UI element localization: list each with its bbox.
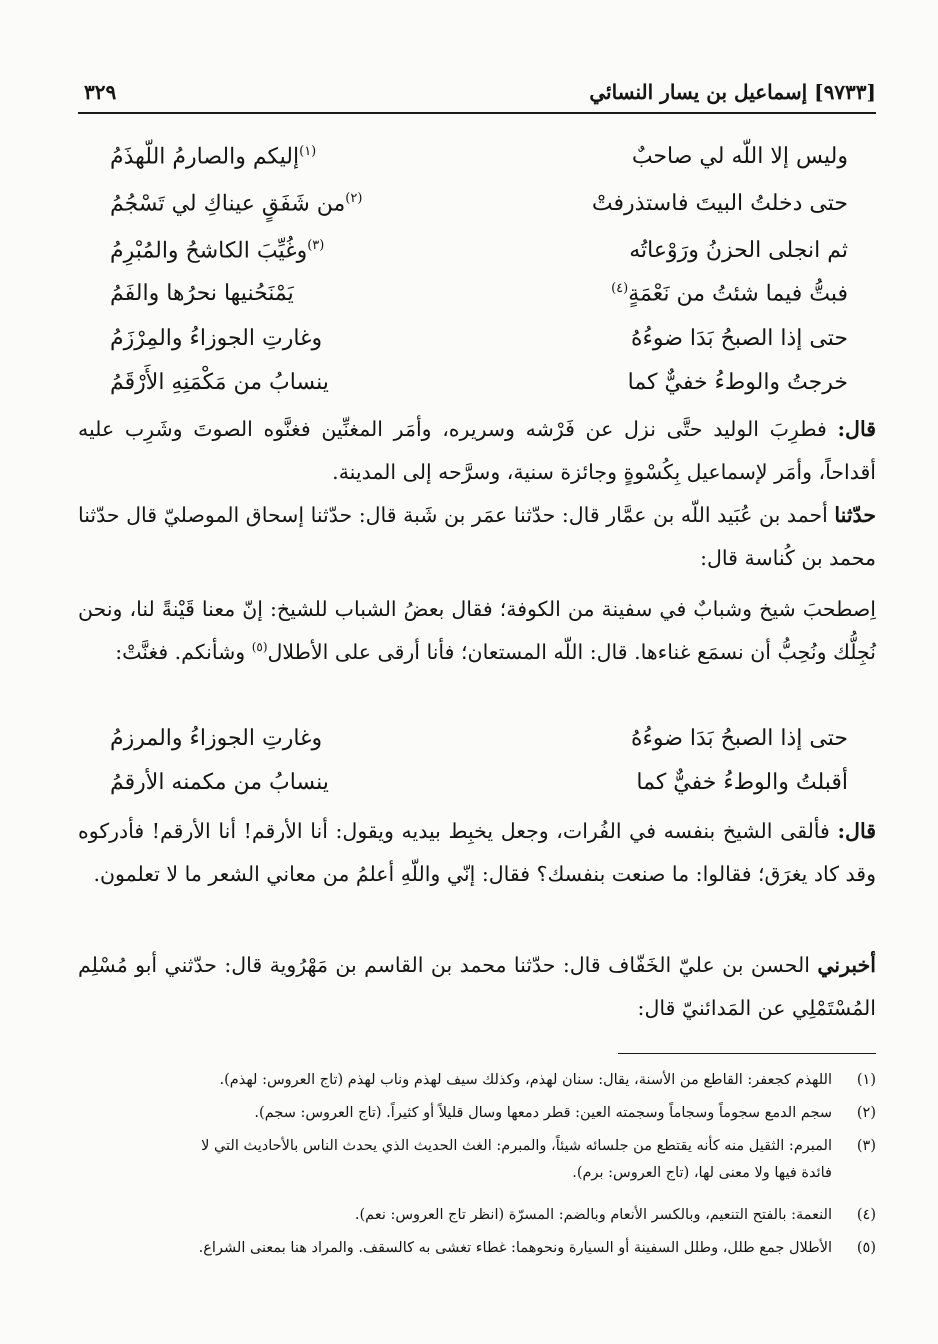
verse-first-hemistich: حتى إذا الصبحُ بَدَا ضوءُهُ [630, 326, 848, 351]
footnote [78, 1101, 876, 1127]
footnote [78, 1068, 876, 1094]
verse-second-hemistich: وغارتِ الجوزاءُ والمرزمُ [110, 726, 323, 751]
footnote-text: الأطلال جمع طلل، وطلل السفينة أو السيارة ونحوهما: غطاء تغشى به كالسقف. والمراد هنا بمعنى الشراع. [198, 1240, 832, 1256]
footnote-ref: (٤) [611, 281, 629, 296]
footnote-number: (٣) [856, 1138, 876, 1154]
footnote-text: اللهذم كجعفر: القاطع من الأسنة، يقال: سنان لهذم، وكذلك سيف لهذم وناب لهذم (تاج العروس: لهذم). [219, 1072, 832, 1088]
verse-line [110, 364, 848, 404]
footnote-number: (٥) [856, 1240, 876, 1256]
paragraph-text-end: وشأنكم. فغنَّتْ: [115, 640, 252, 664]
verse-second-hemistich: $^{(١)}$إليكم والصارمُ اللّهذَمُ [110, 144, 317, 170]
paragraph-lead: حدّثنا [834, 503, 876, 527]
paragraph-text: فطرِبَ الوليد حتَّى نزل عن فَرْشه وسريره، وأمَر المغنِّين فغنَّوه الصوتَ وشَرِب عليه أقداحاً، وأمَر لإسماعيل بِكُسْوةٍ وجائزة سنية، وسرَّحه إلى المدينة. [78, 417, 876, 484]
footnote-text: سجم الدمع سجوماً وسجاماً وسجمته العين: قطر دمعها وسال قليلاً أو كثيراً. (تاج العروس: سجم). [254, 1105, 832, 1121]
footnote-ref: (٥) [251, 640, 268, 655]
header-title: [٩٧٣٣] إسماعيل بن يسار النسائي [589, 80, 876, 104]
verse-first-hemistich: أقبلتُ والوطءُ خفيٌّ كما [636, 770, 848, 795]
isnad-paragraph [78, 494, 876, 580]
verse-line [110, 720, 848, 760]
verse-second-hemistich: ينسابُ من مكمنه الأرقمُ [110, 770, 329, 795]
verse-line [110, 232, 848, 272]
verse-first-hemistich: خرجتُ والوطءُ خفيٌّ كما [627, 370, 848, 395]
page-number: ٣٢٩ [84, 80, 117, 104]
footnote-number: (٢) [856, 1105, 876, 1121]
paragraph-text: اِصطحبَ شيخ وشبابٌ في سفينة من الكوفة؛ فقال بعضُ الشباب للشيخ: إنّ معنا قَيْنةً لنا، ونحن نُجِلُّك ونُحِبُّ أن نسمَع غناءها. قال: اللّه المستعان؛ فأنا أرقى على الأطلال [78, 597, 876, 664]
footnote-text: النعمة: بالفتح التنعيم، وبالكسر الأنعام وبالضم: المسرّة (انظر تاج العروس: نعم). [354, 1207, 832, 1223]
footnote-text: المبرم: الثقيل منه كأنه يقتطع من جلسائه شيئاً، والمبرم: الغث الحديث الذي يحدث الناس بالأحاديث التي لا [201, 1138, 832, 1154]
footnote [78, 1236, 876, 1262]
paragraph-text: الحسن بن عليّ الخَفّاف قال: حدّثنا محمد بن القاسم بن مَهْرُوية قال: حدّثني أبو مُسْلِم المُسْتَمْلِي عن المَدائنيّ قال: [78, 953, 876, 1020]
footnote [78, 1134, 876, 1190]
paragraph-text: أحمد بن عُبَيد اللّه بن عمَّار قال: حدّثنا عمَر بن شَبة قال: حدّثنا إسحاق الموصليّ قال حدّثنا محمد بن كُناسة قال: [78, 503, 876, 570]
narrative-paragraph [78, 588, 876, 674]
footnote-divider [618, 1053, 876, 1054]
verse-first-hemistich: حتى دخلتُ البيتَ فاستذرفتْ [591, 191, 848, 216]
verse-first-hemistich: حتى إذا الصبحُ بَدَا ضوءُهُ [630, 726, 848, 751]
paragraph-text: فألقى الشيخ بنفسه في الفُرات، وجعل يخبِط بيديه ويقول: أنا الأرقم! أنا الأرقم! فأدركوه وقد كاد يغرَق؛ فقالوا: ما صنعت بنفسك؟ فقال: إنّي واللّهِ أعلمُ من معاني الشعر ما لا تعلمون. [78, 819, 876, 886]
footnote-ref: (٢) [345, 191, 363, 206]
footnote-number: (٤) [856, 1207, 876, 1223]
footnote-number: (١) [856, 1072, 876, 1088]
narrative-paragraph [78, 408, 876, 494]
isnad-paragraph [78, 944, 876, 1030]
footnote-ref: (٣) [307, 238, 325, 253]
verse-line [110, 275, 848, 315]
page-header [78, 70, 876, 114]
verse-second-hemistich: $^{(٢)}$من شَفَقٍ عيناكِ لي تَسْجُمُ [110, 191, 363, 217]
verse-second-hemistich: وغارتِ الجوزاءُ والمِرْزَمُ [110, 326, 323, 351]
footnote-text-continued: فائدة فيها ولا معنى لها، (تاج العروس: برم). [572, 1165, 832, 1181]
verse-first-hemistich: وليس إلا اللّه لي صاحبٌ [631, 144, 848, 169]
verse-first-hemistich: فبتُّ فيما شئتُ من نَعْمَةٍ$^{(٤)}$ [611, 281, 848, 307]
paragraph-lead: أخبرني [817, 953, 876, 977]
verse-line [110, 138, 848, 178]
verse-first-hemistich: ثم انجلى الحزنُ ورَوْعاتُه [629, 238, 848, 263]
paragraph-lead: قال: [837, 819, 876, 843]
verse-line [110, 764, 848, 804]
verse-line [110, 185, 848, 225]
verse-second-hemistich: يَمْنَحُنيها نحرُها والفَمُ [110, 281, 294, 306]
verse-line [110, 320, 848, 360]
verse-second-hemistich: ينسابُ من مَكْمَنِهِ الأَرْقَمُ [110, 370, 329, 395]
verse-second-hemistich: $^{(٣)}$وغُيِّبَ الكاشحُ والمُبْرِمُ [110, 238, 325, 264]
footnote-ref: (١) [299, 144, 317, 159]
narrative-paragraph [78, 810, 876, 896]
paragraph-lead: قال: [837, 417, 876, 441]
footnote [78, 1203, 876, 1229]
